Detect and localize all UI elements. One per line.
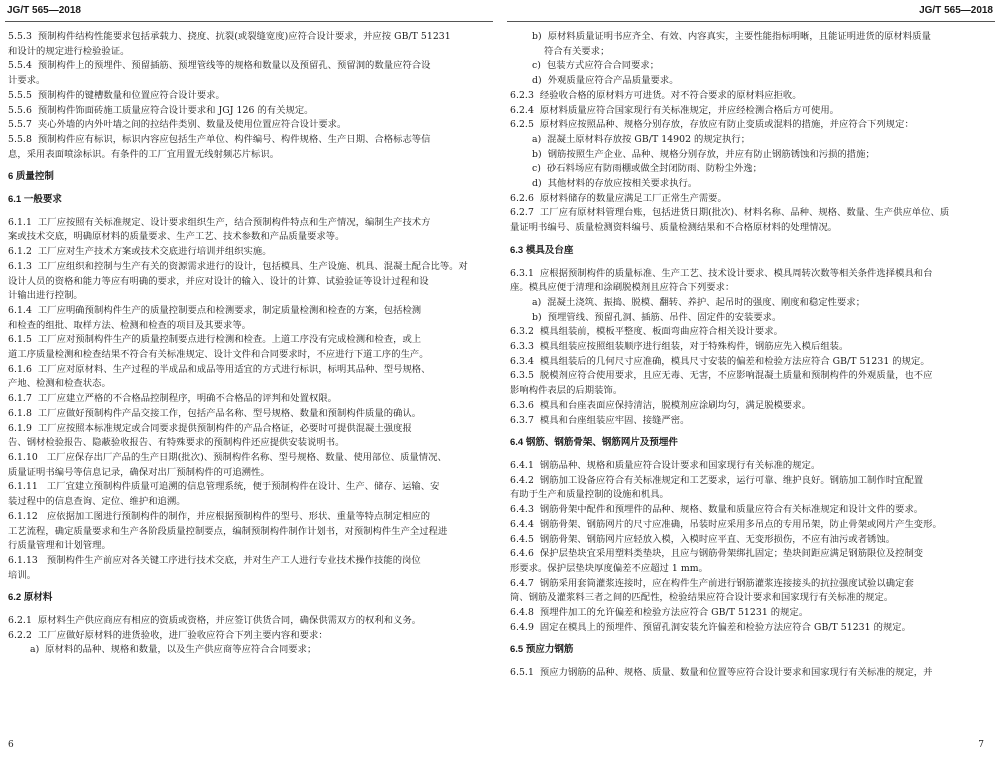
right-page-number: 7 — [978, 740, 984, 750]
list-item: b) 预埋管线、预留孔洞、插筋、吊件、固定件的安装要求。 — [532, 311, 782, 323]
clause-paragraph: 5.5.3 预制构件结构性能要求包括承载力、挠度、抗裂(或裂缝宽度)应符合设计要求，并应按 GB/T 51231 和设计的规定进行检验验证。 — [8, 31, 451, 57]
section-heading: 6.5 预应力钢筋 — [510, 644, 574, 656]
clause-paragraph: 6.1.9 工厂应按照本标准规定或合同要求提供预制构件的产品合格证，必要时可提供混凝土强度报 告、钢材检验报告、隐蔽验收报告、有特殊要求的预制构件还应提供安装说明书。 — [8, 422, 412, 449]
clause-paragraph: 6.4.2 钢筋加工设备应符合有关标准规定和工艺要求，运行可靠、维护良好。钢筋加工制作时宜配置 有助于生产和质量控制的设施和机具。 — [510, 474, 924, 501]
list-item: d) 外观质量应符合产品质量要求。 — [532, 75, 679, 87]
section-heading: 6 质量控制 — [8, 171, 54, 183]
clause-paragraph: 6.2.6 原材料储存的数量应满足工厂正常生产需要。 — [510, 192, 727, 204]
clause-paragraph: 6.1.8 工厂应做好预制构件产品交接工作，包括产品名称、型号规格、数量和预制构件质量的确认。 — [8, 407, 422, 419]
list-item: d) 其他材料的存放应按相关要求执行。 — [532, 178, 698, 190]
clause-paragraph: 6.2.1 原材料生产供应商应有相应的资质或资格，并应签订供货合同，确保供需双方的权利和义务。 — [8, 615, 422, 627]
section-heading: 6.3 模具及台座 — [510, 244, 574, 256]
clause-paragraph: 5.5.7 夹心外墙的内外叶墙之间的拉结件类别、数量及使用位置应符合设计要求。 — [8, 119, 347, 131]
clause-paragraph: 5.5.6 预制构件饰面砖施工质量应符合设计要求和 JGJ 126 的有关规定。 — [8, 104, 314, 116]
clause-paragraph: 6.3.4 模具组装后的几何尺寸应准确，模具尺寸安装的偏差和检验方法应符合 GB/T 51231 的规定。 — [510, 355, 930, 367]
section-heading: 6.4 钢筋、钢筋骨架、钢筋网片及预埋件 — [510, 437, 678, 449]
clause-paragraph: 6.1.4 工厂应明确预制构件生产的质量控制要点和检测要求，制定质量检测和检查的方案，包括检测 和检查的组批、取样方法、检测和检查的项目及其要求等。 — [8, 304, 422, 331]
clause-paragraph: 6.1.7 工厂应建立严格的不合格品控制程序，明确不合格品的评判和处置权限。 — [8, 393, 338, 405]
clause-paragraph: 6.3.5 脱模剂应符合使用要求，且应无毒、无害，不应影响混凝土质量和预制构件的外观质量，也不应 影响构件表层的后期装饰。 — [510, 370, 933, 397]
clause-paragraph: 6.4.8 预埋件加工的允许偏差和检验方法应符合 GB/T 51231 的规定。 — [510, 607, 809, 619]
clause-paragraph: 6.2.4 原材料质量应符合国家现行有关标准规定，并应经检测合格后方可使用。 — [510, 104, 840, 116]
list-item: b) 原材料质量证明书应齐全、有效、内容真实，主要性能指标明晰，且能证明进货的原材料质量 符合有关要求； — [532, 31, 931, 57]
clause-paragraph: 5.5.4 预制构件上的预埋件、预留插筋、预埋管线等的规格和数量以及预留孔、预留洞的数量应符合设 计要求。 — [8, 60, 431, 87]
clause-paragraph: 6.3.7 模具和台座组装应牢固、接缝严密。 — [510, 414, 690, 426]
clause-paragraph: 6.4.9 固定在模具上的预埋件、预留孔洞安装允许偏差和检验方法应符合 GB/T 51231 的规定。 — [510, 621, 911, 633]
clause-paragraph: 6.1.10 工厂应保存出厂产品的生产日期(批次)、预制构件名称、型号规格、数量、使用部位、质量情况、 质量证明书编号等信息记录，确保对出厂预制构件的可追溯性。 — [8, 451, 447, 478]
clause-paragraph: 6.1.13 预制构件生产前应对各关键工序进行技术交底，并对生产工人进行专业技术操作技能的岗位 培训。 — [8, 554, 421, 581]
clause-paragraph: 6.4.6 保护层垫块宜采用塑料类垫块，且应与钢筋骨架绑扎固定；垫块间距应满足钢筋限位及控制变 形要求。保护层垫块厚度偏差不应超过 1 mm。 — [510, 548, 924, 574]
clause-paragraph: 6.4.7 钢筋采用套筒灌浆连接时，应在构件生产前进行钢筋灌浆连接接头的抗拉强度试验以确定套 筒、钢筋及灌浆料三者之间的匹配性，检验结果应符合设计要求和国家现行有关标准的规定。 — [510, 577, 914, 604]
clause-paragraph: 6.1.12 应依据加工图进行预制构件的制作，并应根据预制构件的型号、形状、重量等特点制定相应的 工艺流程，确定质量要求和生产各阶段质量控制要点，编制预制构件制作计划书，对预制构件生产全过程进 行质量管理和计划管理。 — [8, 510, 448, 552]
clause-paragraph: 6.2.2 工厂应做好原材料的进货验收，进厂验收应符合下列主要内容和要求： — [8, 629, 328, 641]
list-item: a) 混凝土浇筑、振捣、脱模、翻转、养护、起吊时的强度、刚度和稳定性要求； — [532, 296, 866, 308]
clause-paragraph: 6.3.3 模具组装应按照组装顺序进行组装，对于特殊构件，钢筋应先入模后组装。 — [510, 341, 849, 353]
right-header-rule — [507, 21, 995, 22]
clause-paragraph: 5.5.5 预制构件的键槽数量和位置应符合设计要求。 — [8, 89, 225, 101]
right-page-header: JG/T 565—2018 — [919, 5, 993, 16]
list-item: c) 砂石料场应有防雨棚或做全封闭防雨、防粉尘外逸； — [532, 163, 762, 175]
clause-paragraph: 6.4.4 钢筋骨架、钢筋网片的尺寸应准确，吊装时应采用多吊点的专用吊架，防止骨架或网片产生变形。 — [510, 518, 942, 530]
clause-paragraph: 5.5.8 预制构件应有标识，标识内容应包括生产单位、构件编号、构件规格、生产日期、合格标志等信 息，采用表面喷涂标识。有条件的工厂宜用置无线射频芯片标识。 — [8, 133, 431, 160]
clause-paragraph: 6.1.3 工厂应组织和控制与生产有关的资源需求进行的设计，包括模具、生产设施、机具、混凝土配合比等。对 设计人员的资格和能力等应有明确的要求，并应对设计的输入、设计的计算、试验验证等设计过程和设 计输出进行控制。 — [8, 260, 468, 302]
list-item: b) 钢筋按照生产企业、品种、规格分别存放，并应有防止钢筋锈蚀和污损的措施； — [532, 148, 875, 160]
clause-paragraph: 6.4.3 钢筋骨架中配件和预埋件的品种、规格、数量和质量应符合有关标准规定和设计文件的要求。 — [510, 504, 924, 516]
clause-paragraph: 6.1.5 工厂应对预制构件生产的质量控制要点进行检测和检查。上道工序没有完成检测和检查，或上 道工序质量检测和检查结果不符合有关标准规定、设计文件和合同要求时，不应进行下道工序的生产。 — [8, 334, 429, 361]
clause-paragraph: 6.5.1 预应力钢筋的品种、规格、质量、数量和位置等应符合设计要求和国家现行有关标准的规定，并 — [510, 667, 933, 679]
clause-paragraph: 6.2.3 经验收合格的原材料方可进货。对不符合要求的原材料应拒收。 — [510, 89, 802, 101]
clause-paragraph: 6.1.11 工厂宜建立预制构件质量可追溯的信息管理系统，便于预制构件在设计、生产、储存、运输、安 装过程中的信息查询、定位、维护和追溯。 — [8, 481, 440, 508]
clause-paragraph: 6.4.1 钢筋品种、规格和质量应符合设计要求和国家现行有关标准的规定。 — [510, 459, 821, 471]
clause-paragraph: 6.2.5 原材料应按照品种、规格分别存放，存放应有防止变质或混料的措施，并应符合下列规定： — [510, 119, 914, 131]
clause-paragraph: 6.1.1 工厂应按照有关标准规定、设计要求组织生产，结合预制构件特点和生产情况，编制生产技术方 案或技术交底，明确原材料的质量要求、生产工艺、技术参数和产品质量要求等。 — [8, 216, 431, 243]
list-item: a) 原材料的品种、规格和数量，以及生产供应商等应符合合同要求； — [30, 644, 317, 656]
section-heading: 6.1 一般要求 — [8, 194, 62, 206]
clause-paragraph: 6.3.6 模具和台座表面应保持清洁，脱模剂应涂刷均匀，满足脱模要求。 — [510, 399, 811, 411]
clause-paragraph: 6.3.1 应根据预制构件的质量标准、生产工艺、技术设计要求、模具周转次数等相关条件选择模具和台 座。模具应便于清理和涂刷脱模剂且应符合下列要求： — [510, 267, 933, 294]
left-header-rule — [5, 21, 493, 22]
list-item: a) 混凝土原材料存放按 GB/T 14902 的规定执行； — [532, 133, 751, 145]
left-page-body — [8, 30, 492, 658]
left-page-number: 6 — [8, 740, 14, 750]
clause-paragraph: 6.4.5 钢筋骨架、钢筋网片应轻放入模，入模时应平直、无变形损伤，不应有油污或者锈蚀。 — [510, 533, 896, 545]
clause-paragraph: 6.1.6 工厂应对原材料、生产过程的半成品和成品等用适宜的方式进行标识，标明其品种、型号规格、 产地、检测和检查状态。 — [8, 363, 431, 390]
clause-paragraph: 6.2.7 工厂应有原材料管理台账，包括进货日期(批次)、材料名称、品种、规格、数量、生产供应单位、质 量证明书编号、质量检测资料编号、质量检测结果和不合格原材料的处理情况。 — [510, 207, 950, 234]
clause-paragraph: 6.1.2 工厂应对生产技术方案或技术交底进行培训并组织实施。 — [8, 246, 272, 258]
section-heading: 6.2 原材料 — [8, 592, 53, 604]
list-item: c) 包装方式应符合合同要求； — [532, 60, 660, 72]
clause-paragraph: 6.3.2 模具组装前，模板平整度、板面弯曲应符合相关设计要求。 — [510, 326, 783, 338]
right-page-body — [510, 30, 994, 681]
left-page-header: JG/T 565—2018 — [7, 5, 81, 16]
